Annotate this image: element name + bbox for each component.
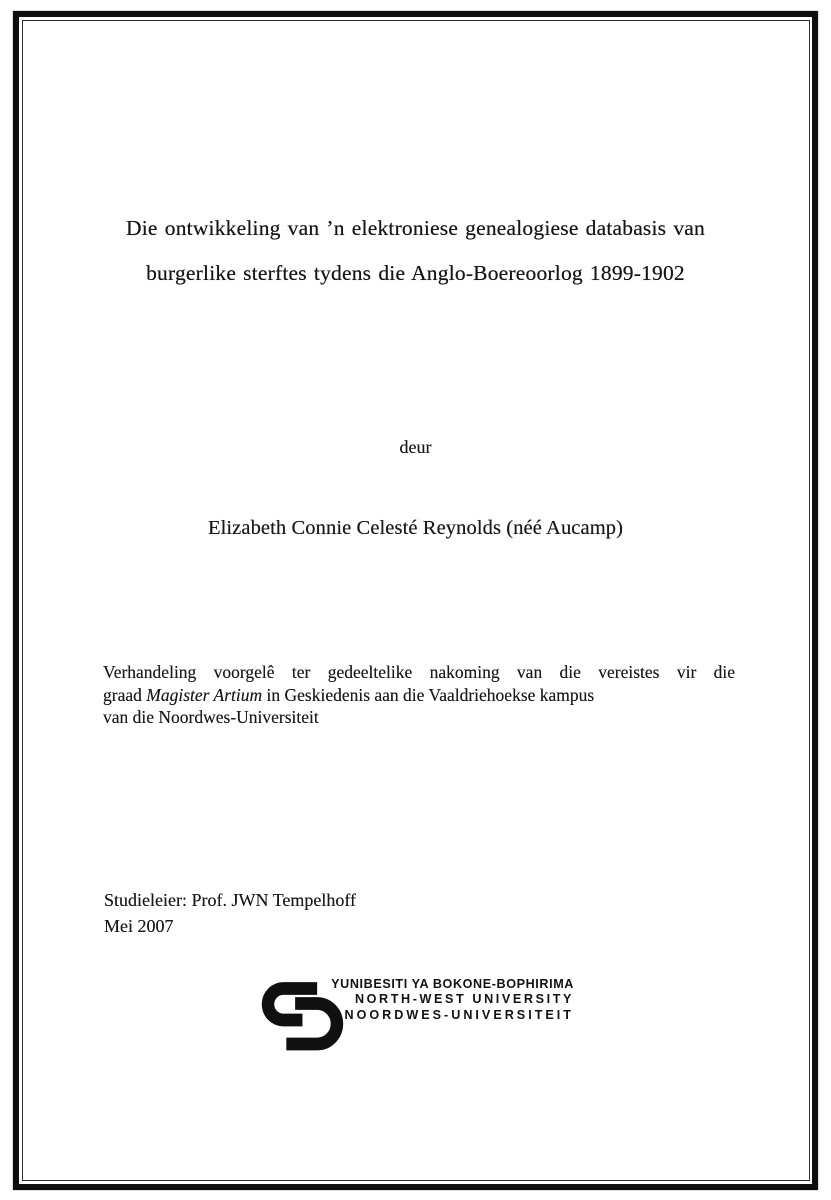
thesis-title-line1: Die ontwikkeling van ’n elektroniese genealogiese databasis van [126, 216, 705, 240]
supervisor-line: Studieleier: Prof. JWN Tempelhoff [104, 890, 357, 910]
degree-statement [103, 661, 735, 729]
logo-line-setswana: YUNIBESITI YA BOKONE-BOPHIRIMA [331, 977, 574, 991]
author-name: Elizabeth Connie Celesté Reynolds (néé Aucamp) [207, 517, 624, 539]
university-logo [257, 976, 587, 1058]
degree-name-italic: Magister Artium [146, 684, 263, 705]
logo-line-afrikaans: NOORDWES-UNIVERSITEIT [344, 1007, 574, 1022]
thesis-title-line2: burgerlike sterftes tydens die Anglo-Boereoorlog 1899-1902 [146, 261, 685, 285]
thesis-title [60, 206, 771, 296]
degree-statement-line3: van die Noordwes-Universiteit [103, 707, 319, 728]
date-line: Mei 2007 [104, 915, 174, 936]
degree-statement-line2-pre: graad [103, 684, 147, 705]
university-logo-text [320, 977, 574, 1023]
degree-statement-line2 [103, 684, 735, 707]
supervisor-block [104, 888, 356, 939]
degree-statement-line1: Verhandeling voorgelê ter gedeeltelike nakoming van die vereistes vir die [103, 662, 735, 682]
logo-line-english: NORTH-WEST UNIVERSITY [354, 992, 574, 1007]
byline-label: deur [399, 437, 432, 457]
degree-statement-line2-post: in Geskiedenis aan die Vaaldriehoekse kampus [262, 684, 595, 705]
